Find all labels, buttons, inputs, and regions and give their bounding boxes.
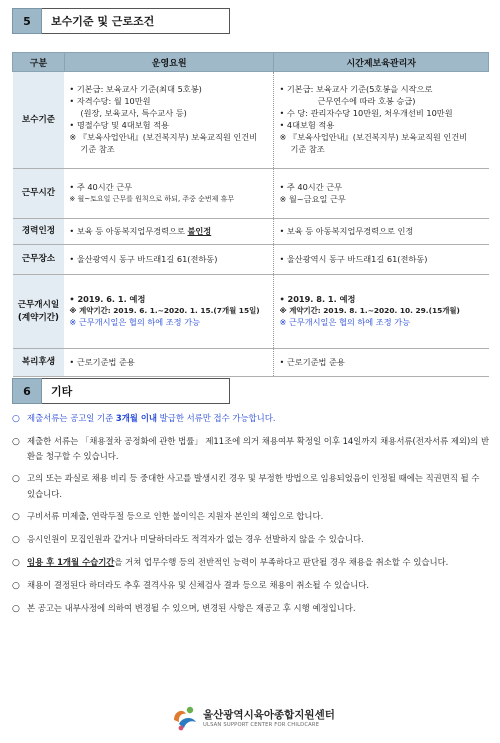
text-line: ※ 『보육사업안내』(보건복지부) 보육교직원 인건비 — [279, 131, 468, 142]
text: 을 거쳐 업무수행 등의 전반적인 능력이 부족하다고 판단될 경우 채용을 취소할 수 있습니다. — [114, 557, 449, 568]
text-line: ※ 계약기간: 2019. 6. 1.~2020. 1. 15.(7개월 15일) — [69, 306, 260, 316]
text-line: 근무개시일 — [17, 300, 60, 311]
emphasis-text: 불인정 — [187, 225, 212, 236]
conditions-table — [12, 52, 489, 377]
text: 제출서류는 공고일 기준 — [27, 413, 116, 423]
text: 채용이 결정된다 하더라도 추후 결격사유 및 신체검사 결과 등으로 채용이 취소될 수 있습니다. — [27, 580, 370, 591]
list-item — [12, 509, 490, 525]
row-label: 근무시간 — [13, 169, 65, 219]
text-line: • 주 40시간 근무 — [279, 181, 343, 192]
section-title: 기타 — [42, 378, 230, 404]
list-item — [12, 411, 490, 427]
row-career — [13, 219, 489, 245]
text-line: ※ 월~금요일 근무 — [279, 193, 346, 204]
welfare-staff: • 근로기준법 준용 — [64, 349, 274, 377]
text-line: ※ 『보육사업안내』(보건복지부) 보육교직원 인건비 — [69, 131, 258, 142]
section-number: 6 — [12, 378, 42, 404]
text-line: • 명절수당 및 4대보험 적용 — [69, 120, 169, 130]
row-pay — [13, 72, 489, 169]
row-label: 근무장소 — [13, 245, 65, 275]
row-hours — [13, 169, 489, 219]
text-line: • 자격수당: 월 10만원 — [69, 96, 151, 107]
emphasis-text: 3개월 이내 — [115, 413, 157, 423]
circle-bullet-icon: ○ — [12, 474, 20, 485]
text: 발급한 서류만 접수 가능합니다. — [157, 413, 276, 423]
table-header-row — [13, 53, 489, 72]
text-line: ※ 근무개시일은 협의 하에 조정 가능 — [279, 316, 411, 327]
emphasis-text: 임용 후 1개월 수습기간 — [27, 557, 115, 568]
circle-bullet-icon: ○ — [12, 414, 20, 424]
header-staff: 운영요원 — [64, 53, 274, 72]
row-label: 보수기준 — [13, 72, 65, 169]
circle-bullet-icon: ○ — [12, 534, 20, 545]
text: 고의 또는 과실로 채용 비리 등 중대한 사고를 발생시킨 경우 및 부정한 방법으로 임용되었음이 인정될 때에는 직권면직 될 수 있습니다. — [27, 473, 480, 499]
row-start — [13, 275, 489, 349]
text-line: • 보육 등 아동복지업무경력으로 — [69, 225, 188, 236]
place-staff: • 울산광역시 동구 바드래1길 61(전하동) — [64, 245, 274, 275]
list-item — [12, 555, 490, 571]
career-staff — [64, 219, 274, 245]
footer-logo — [170, 702, 335, 732]
text-line: (계약기간) — [17, 312, 59, 323]
text: 구비서류 미제출, 연락두절 등으로 인한 불이익은 지원자 본인의 책임으로 합니다. — [27, 510, 324, 521]
center-name-en: ULSAN SUPPORT CENTER FOR CHILDCARE — [203, 721, 320, 728]
row-label: 경력인정 — [13, 219, 65, 245]
text-line: • 기본급: 보육교사 기준(5호봉을 시작으로 — [279, 84, 433, 95]
section-number: 5 — [12, 8, 42, 34]
notes-list — [12, 411, 490, 625]
list-item — [12, 434, 490, 464]
text-line: • 4대보험 적용 — [279, 120, 335, 130]
text-line: • 2019. 8. 1. 예정 — [279, 294, 356, 305]
place-manager: • 울산광역시 동구 바드래1길 61(전하동) — [274, 245, 489, 275]
row-label: 복리후생 — [13, 349, 65, 377]
text: 제출한 서류는 「채용절차 공정화에 관한 법률」 제11조에 의거 채용여부 확정일 이후 14일까지 채용서류(전자서류 제외)의 반환을 청구할 수 있습니다. — [27, 436, 490, 462]
text-line: 근무연수에 따라 호봉 승급) — [317, 96, 416, 107]
list-item — [12, 601, 490, 617]
text-line: ※ 월~토요일 근무를 원칙으로 하되, 주중 순번제 휴무 — [69, 195, 235, 204]
circle-bullet-icon: ○ — [12, 511, 20, 522]
career-manager: • 보육 등 아동복지업무경력으로 인정 — [274, 219, 489, 245]
text-line: • 2019. 6. 1. 예정 — [69, 294, 146, 305]
list-item — [12, 578, 490, 594]
text: 응시인원이 모집인원과 같거나 미달하더라도 적격자가 없는 경우 선발하지 않을 수 있습니다. — [27, 533, 364, 544]
section-6-header — [12, 378, 230, 404]
section-title: 보수기준 및 근로조건 — [42, 8, 230, 34]
circle-bullet-icon: ○ — [12, 604, 20, 615]
footer-text — [203, 707, 335, 728]
text-line: ※ 계약기간: 2019. 8. 1.~2020. 10. 29.(15개월) — [279, 306, 460, 316]
header-manager: 시간제보육관리자 — [274, 53, 489, 72]
text-line: • 기본급: 보육교사 기준(최대 5호봉) — [69, 84, 202, 95]
section-5-header — [12, 8, 230, 34]
circle-bullet-icon: ○ — [12, 581, 20, 592]
text-line: 기준 참조 — [80, 143, 115, 154]
list-item — [12, 471, 490, 501]
text-line: 기준 참조 — [290, 143, 325, 154]
circle-bullet-icon: ○ — [12, 558, 20, 569]
text-line: • 수 당: 관리자수당 10만원, 처우개선비 10만원 — [279, 108, 453, 119]
center-logo-icon — [170, 702, 200, 732]
hours-staff — [64, 169, 274, 219]
row-welfare — [13, 349, 489, 377]
hours-manager — [274, 169, 489, 219]
text-line: ※ 근무개시일은 협의 하에 조정 가능 — [69, 316, 201, 327]
center-name: 울산광역시육아종합지원센터 — [203, 708, 335, 721]
list-item — [12, 532, 490, 548]
circle-bullet-icon: ○ — [12, 437, 20, 448]
row-label — [13, 275, 65, 349]
text-line: (원장, 보육교사, 특수교사 등) — [80, 108, 187, 119]
pay-manager — [274, 72, 489, 169]
start-manager — [274, 275, 489, 349]
start-staff — [64, 275, 274, 349]
pay-staff — [64, 72, 274, 169]
welfare-manager: • 근로기준법 준용 — [274, 349, 489, 377]
text: 본 공고는 내부사정에 의하여 변경될 수 있으며, 변경된 사항은 재공고 후 시행 예정입니다. — [27, 603, 356, 614]
row-place — [13, 245, 489, 275]
text-line: • 주 40시간 근무 — [69, 182, 133, 193]
header-category: 구분 — [13, 53, 65, 72]
